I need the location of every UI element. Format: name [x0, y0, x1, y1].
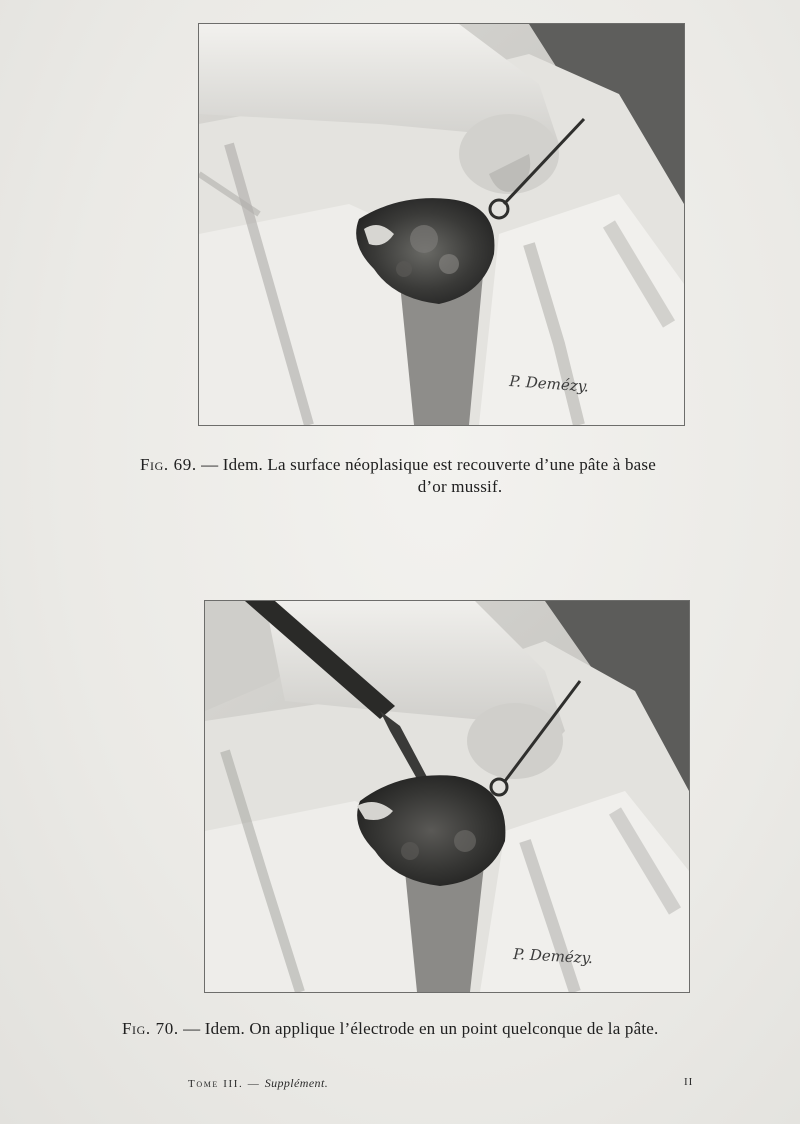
figure-69-caption-line2: d’or mussif.	[417, 477, 503, 496]
page-number: II	[684, 1076, 694, 1088]
figure-70-photo-drawing	[205, 601, 689, 992]
figure-69-caption-line1: — Idem. La surface néoplasique est recouverte d’une pâte à base	[196, 455, 656, 474]
figure-70-photograph	[204, 600, 690, 993]
figure-69-caption	[140, 454, 760, 498]
figure-70-signature: P. Demézy.	[512, 945, 594, 968]
figure-70-caption	[122, 1018, 782, 1040]
figure-69-photograph	[198, 23, 685, 426]
figure-70-caption-text: — Idem. On applique l’électrode en un point quelconque de la pâte.	[178, 1019, 659, 1038]
figure-69-label: Fig. 69.	[140, 455, 197, 474]
footer-volume: Tome III.	[188, 1078, 244, 1090]
figure-70-label: Fig. 70.	[122, 1019, 179, 1038]
footer-supplement: Supplément.	[264, 1076, 329, 1090]
figure-69-photo-drawing	[199, 24, 684, 425]
running-footer	[188, 1076, 328, 1091]
figure-69-signature: P. Demézy.	[508, 372, 590, 396]
footer-separator: —	[243, 1078, 265, 1090]
